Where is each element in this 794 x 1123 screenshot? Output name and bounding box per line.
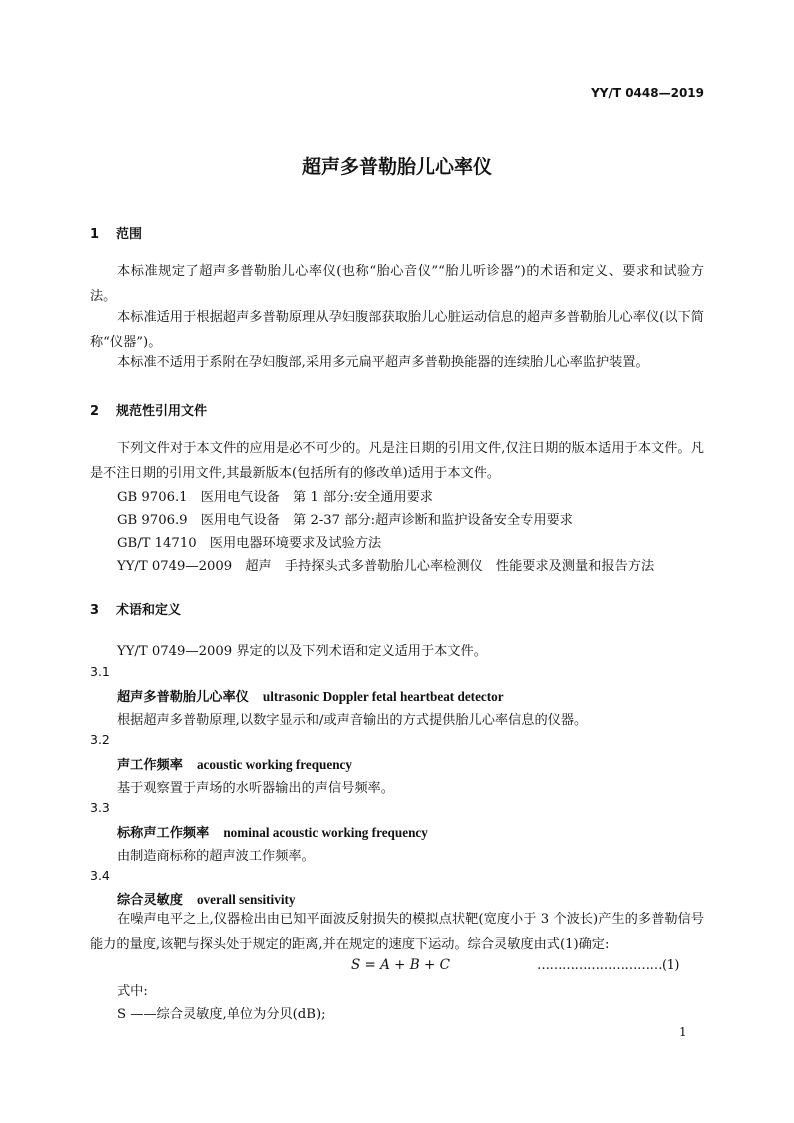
term-number: 3.2	[90, 732, 110, 747]
term-zh: 声工作频率	[117, 758, 183, 773]
formula: S = A + B + C	[351, 957, 450, 973]
term-heading	[117, 889, 295, 908]
section-title: 规范性引用文件	[116, 404, 208, 419]
term-definition: 在噪声电平之上,仪器检出由已知平面波反射损失的模拟点状靶(宽度小于 3 个波长)产生的多普勒信号能力的量度,该靶与探头处于规定的距离,并在规定的速度下运动。综合灵敏度由式(1)确定:	[90, 912, 704, 952]
term-en: acoustic working frequency	[196, 757, 353, 772]
terms-intro: YY/T 0749—2009 界定的以及下列术语和定义适用于本文件。	[117, 644, 487, 659]
term-number: 3.3	[90, 800, 110, 815]
section-1-heading	[90, 223, 142, 242]
term-number: 3.1	[90, 664, 110, 679]
where-label: 式中:	[117, 984, 148, 999]
term-zh: 超声多普勒胎儿心率仪	[117, 690, 249, 705]
document-number: YY/T 0448—2019	[591, 86, 704, 100]
section-number: 3	[90, 603, 100, 618]
page-number: 1	[679, 1025, 687, 1039]
term-definition: 基于观察置于声场的水听器输出的声信号频率。	[117, 781, 394, 796]
reference-item: GB 9706.1 医用电气设备 第 1 部分:安全通用要求	[117, 490, 433, 505]
paragraph: 本标准不适用于系附在孕妇腹部,采用多元扁平超声多普勒换能器的连续胎儿心率监护装置。	[117, 355, 649, 370]
section-title: 术语和定义	[116, 603, 182, 618]
section-number: 2	[90, 404, 100, 419]
formula-number: …………………………(1)	[537, 958, 679, 973]
section-3-heading	[90, 599, 181, 618]
term-en: ultrasonic Doppler fetal heartbeat detector	[262, 689, 504, 704]
reference-item: GB 9706.9 医用电气设备 第 2-37 部分:超声诊断和监护设备安全专用要求	[117, 513, 573, 528]
variable-definition: S ——综合灵敏度,单位为分贝(dB);	[117, 1007, 326, 1022]
term-en: nominal acoustic working frequency	[223, 825, 428, 840]
term-heading	[117, 822, 428, 841]
paragraph: 下列文件对于本文件的应用是必不可少的。凡是注日期的引用文件,仅注日期的版本适用于本文件。凡是不注日期的引用文件,其最新版本(包括所有的修改单)适用于本文件。	[90, 441, 704, 481]
term-heading	[117, 754, 352, 773]
term-en: overall sensitivity	[196, 892, 296, 907]
term-definition: 由制造商标称的超声波工作频率。	[117, 849, 315, 864]
term-zh: 综合灵敏度	[117, 893, 183, 908]
section-number: 1	[90, 227, 100, 242]
section-2-heading	[90, 400, 207, 419]
term-zh: 标称声工作频率	[117, 826, 210, 841]
section-title: 范围	[116, 227, 143, 242]
term-number: 3.4	[90, 868, 110, 883]
document-title: 超声多普勒胎儿心率仪	[301, 156, 492, 178]
term-definition: 根据超声多普勒原理,以数字显示和/或声音输出的方式提供胎儿心率信息的仪器。	[117, 713, 588, 728]
paragraph: 本标准规定了超声多普勒胎儿心率仪(也称“胎心音仪”“胎儿听诊器”)的术语和定义、要求和试验方法。	[90, 264, 704, 304]
reference-item: GB/T 14710 医用电器环境要求及试验方法	[117, 536, 382, 551]
term-heading	[117, 686, 504, 705]
paragraph: 本标准适用于根据超声多普勒原理从孕妇腹部获取胎儿心脏运动信息的超声多普勒胎儿心率仪(以下简称“仪器”)。	[90, 310, 704, 350]
reference-item: YY/T 0749—2009 超声 手持探头式多普勒胎儿心率检测仪 性能要求及测量和报告方法	[117, 559, 655, 574]
